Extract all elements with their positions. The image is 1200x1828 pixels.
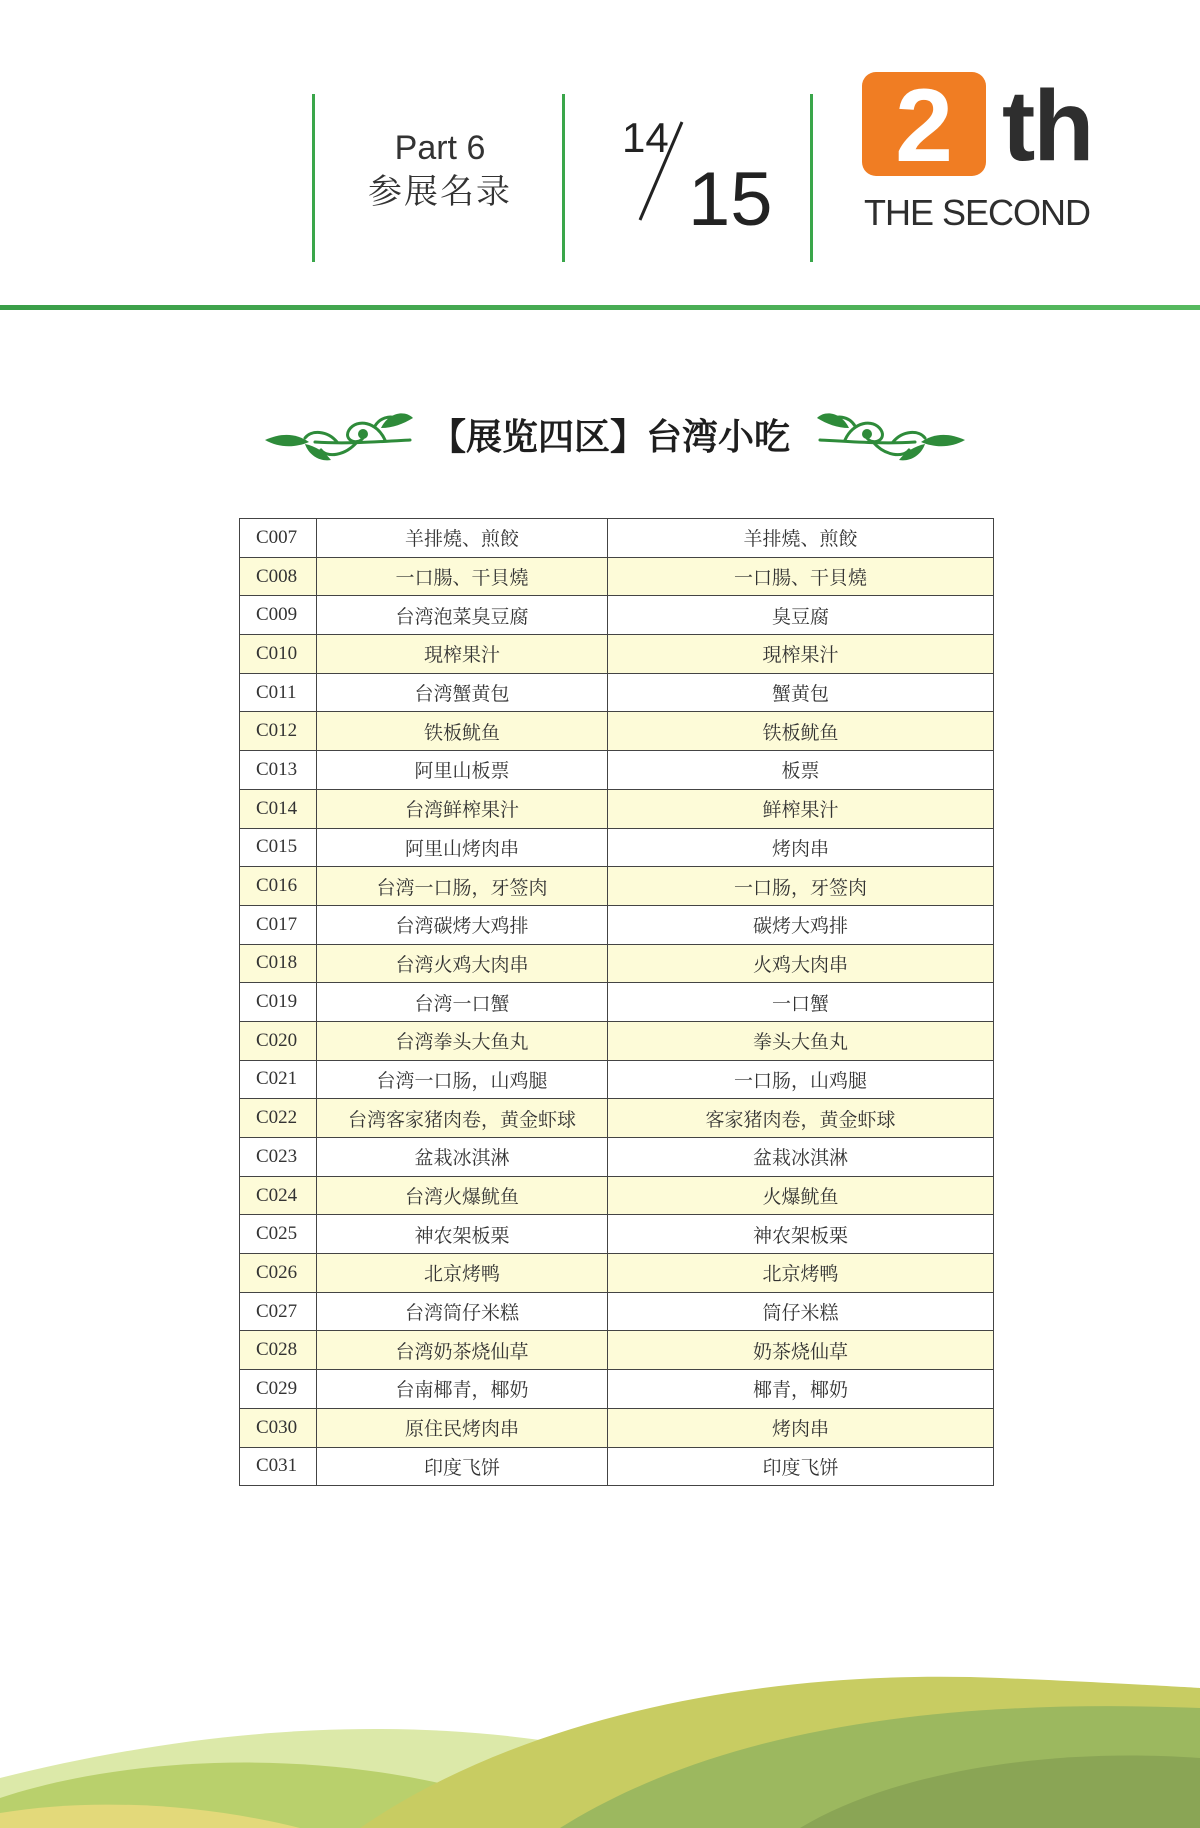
green-hills-decoration-icon	[0, 1638, 1200, 1828]
cell-code: C028	[240, 1331, 317, 1370]
cell-exhibitor-name: 台南椰青，椰奶	[317, 1370, 608, 1409]
cell-exhibitor-name: 原住民烤肉串	[317, 1408, 608, 1447]
cell-code: C015	[240, 828, 317, 867]
table-row	[240, 1254, 994, 1293]
cell-product: 烤肉串	[608, 828, 994, 867]
cell-product: 一口腸、干貝燒	[608, 557, 994, 596]
cell-product: 一口肠，山鸡腿	[608, 1060, 994, 1099]
cell-exhibitor-name: 台湾筒仔米糕	[317, 1292, 608, 1331]
table-row	[240, 1370, 994, 1409]
edition-logo	[862, 68, 1112, 242]
cell-exhibitor-name: 台湾一口肠，牙签肉	[317, 867, 608, 906]
part-block	[315, 126, 565, 214]
cell-product: 羊排燒、煎餃	[608, 519, 994, 558]
table-row	[240, 519, 994, 558]
table-row	[240, 1447, 994, 1486]
part-name: 参展名录	[368, 172, 512, 212]
table-row	[240, 1176, 994, 1215]
table-row	[240, 1292, 994, 1331]
table-row	[240, 1215, 994, 1254]
cell-product: 碳烤大鸡排	[608, 905, 994, 944]
page-total: 15	[688, 157, 773, 242]
table-row	[240, 673, 994, 712]
cell-code: C029	[240, 1370, 317, 1409]
table-row	[240, 712, 994, 751]
cell-product: 拳头大鱼丸	[608, 1021, 994, 1060]
table-row	[240, 905, 994, 944]
cell-exhibitor-name: 台湾奶茶烧仙草	[317, 1331, 608, 1370]
cell-code: C025	[240, 1215, 317, 1254]
cell-code: C012	[240, 712, 317, 751]
cell-exhibitor-name: 台湾泡菜臭豆腐	[317, 596, 608, 635]
logo-number: 2	[895, 68, 953, 184]
cell-code: C011	[240, 673, 317, 712]
cell-product: 臭豆腐	[608, 596, 994, 635]
cell-product: 現榨果汁	[608, 635, 994, 674]
table-row	[240, 828, 994, 867]
cell-product: 北京烤鸭	[608, 1254, 994, 1293]
cell-product: 盆栽冰淇淋	[608, 1138, 994, 1177]
cell-exhibitor-name: 台湾一口蟹	[317, 983, 608, 1022]
cell-code: C017	[240, 905, 317, 944]
cell-product: 椰青，椰奶	[608, 1370, 994, 1409]
cell-code: C014	[240, 789, 317, 828]
cell-code: C007	[240, 519, 317, 558]
logo-suffix: th	[1002, 70, 1093, 182]
cell-exhibitor-name: 北京烤鸭	[317, 1254, 608, 1293]
page-number	[600, 108, 800, 242]
cell-code: C010	[240, 635, 317, 674]
cell-product: 火鸡大肉串	[608, 944, 994, 983]
cell-exhibitor-name: 台湾蟹黄包	[317, 673, 608, 712]
cell-code: C019	[240, 983, 317, 1022]
table-row	[240, 635, 994, 674]
cell-code: C018	[240, 944, 317, 983]
cell-product: 印度飞饼	[608, 1447, 994, 1486]
cell-exhibitor-name: 台湾火鸡大肉串	[317, 944, 608, 983]
header-rule	[0, 305, 1200, 310]
table-row	[240, 867, 994, 906]
cell-code: C027	[240, 1292, 317, 1331]
cell-code: C030	[240, 1408, 317, 1447]
left-ornament-icon	[265, 408, 415, 468]
cell-product: 火爆鱿鱼	[608, 1176, 994, 1215]
table-row	[240, 789, 994, 828]
cell-code: C020	[240, 1021, 317, 1060]
cell-exhibitor-name: 印度飞饼	[317, 1447, 608, 1486]
table-body	[240, 519, 994, 1486]
part-label: Part 6	[394, 129, 486, 167]
cell-exhibitor-name: 神农架板栗	[317, 1215, 608, 1254]
table-row	[240, 983, 994, 1022]
cell-code: C026	[240, 1254, 317, 1293]
table-row	[240, 1138, 994, 1177]
cell-code: C008	[240, 557, 317, 596]
section-title: 【展览四区】台湾小吃	[429, 417, 790, 458]
cell-product: 板票	[608, 751, 994, 790]
cell-exhibitor-name: 一口腸、干貝燒	[317, 557, 608, 596]
cell-exhibitor-name: 铁板鱿鱼	[317, 712, 608, 751]
logo-number-box	[862, 68, 986, 184]
table-row	[240, 751, 994, 790]
cell-product: 客家猪肉卷，黄金虾球	[608, 1099, 994, 1138]
cell-product: 鲜榨果汁	[608, 789, 994, 828]
cell-code: C023	[240, 1138, 317, 1177]
cell-exhibitor-name: 台湾火爆鱿鱼	[317, 1176, 608, 1215]
cell-exhibitor-name: 台湾客家猪肉卷，黄金虾球	[317, 1099, 608, 1138]
cell-product: 铁板鱿鱼	[608, 712, 994, 751]
table-row	[240, 596, 994, 635]
cell-product: 奶茶烧仙草	[608, 1331, 994, 1370]
cell-exhibitor-name: 台湾拳头大鱼丸	[317, 1021, 608, 1060]
table-row	[240, 1331, 994, 1370]
cell-product: 神农架板栗	[608, 1215, 994, 1254]
cell-exhibitor-name: 現榨果汁	[317, 635, 608, 674]
table-row	[240, 1099, 994, 1138]
table-row	[240, 1408, 994, 1447]
cell-code: C021	[240, 1060, 317, 1099]
cell-exhibitor-name: 羊排燒、煎餃	[317, 519, 608, 558]
table-row	[240, 1021, 994, 1060]
header-divider-3	[810, 94, 813, 262]
cell-exhibitor-name: 阿里山板票	[317, 751, 608, 790]
cell-exhibitor-name: 阿里山烤肉串	[317, 828, 608, 867]
cell-code: C013	[240, 751, 317, 790]
right-ornament-icon	[815, 408, 965, 468]
cell-product: 筒仔米糕	[608, 1292, 994, 1331]
logo-subtitle: THE SECOND	[864, 192, 1091, 233]
table-row	[240, 1060, 994, 1099]
cell-code: C022	[240, 1099, 317, 1138]
cell-code: C016	[240, 867, 317, 906]
table-row	[240, 944, 994, 983]
cell-exhibitor-name: 台湾鲜榨果汁	[317, 789, 608, 828]
table-row	[240, 557, 994, 596]
cell-exhibitor-name: 盆栽冰淇淋	[317, 1138, 608, 1177]
cell-exhibitor-name: 台湾碳烤大鸡排	[317, 905, 608, 944]
page-current: 14	[622, 114, 669, 161]
cell-product: 一口蟹	[608, 983, 994, 1022]
cell-code: C024	[240, 1176, 317, 1215]
exhibitor-table	[239, 518, 993, 1486]
cell-code: C009	[240, 596, 317, 635]
cell-code: C031	[240, 1447, 317, 1486]
cell-product: 烤肉串	[608, 1408, 994, 1447]
cell-exhibitor-name: 台湾一口肠，山鸡腿	[317, 1060, 608, 1099]
cell-product: 一口肠，牙签肉	[608, 867, 994, 906]
cell-product: 蟹黄包	[608, 673, 994, 712]
